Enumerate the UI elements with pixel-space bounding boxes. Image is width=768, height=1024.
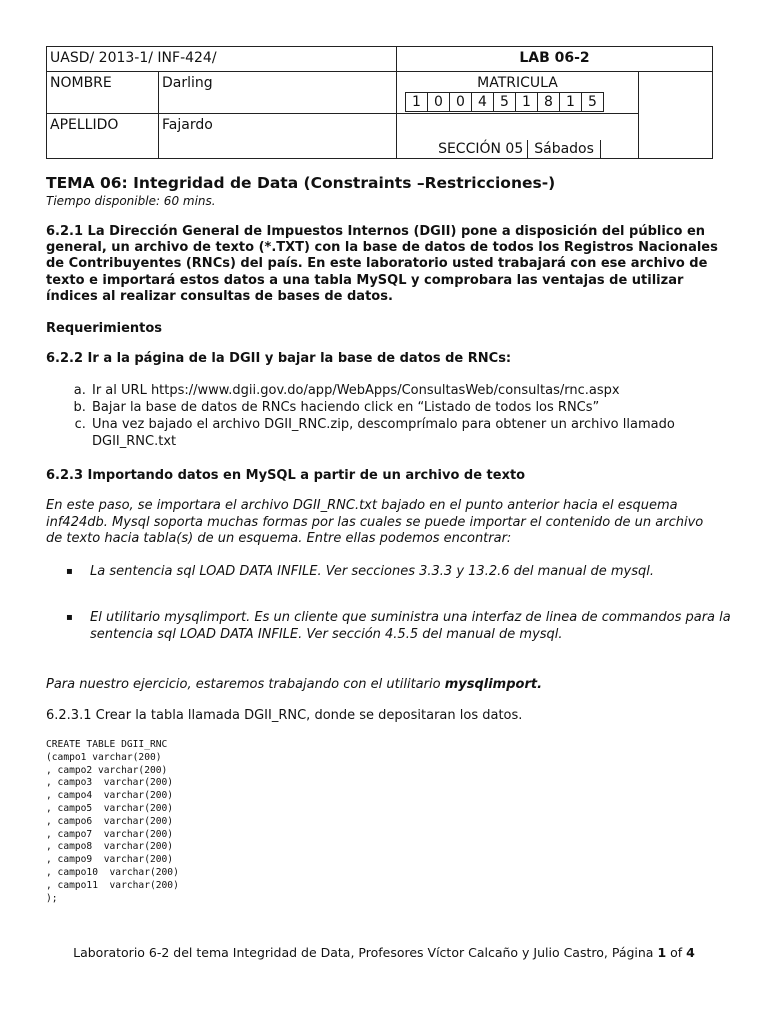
- matricula-label: MATRICULA: [477, 75, 558, 91]
- matricula-digit: 1: [560, 92, 582, 112]
- step-6231: 6.2.3.1 Crear la tabla llamada DGII_RNC, donde se depositaran los datos.: [46, 708, 523, 723]
- matricula-digit: 8: [538, 92, 560, 112]
- list-item: ▪ El utilitario mysqlimport. Es un cliente que suministra una interfaz de linea de commandos para la sentencia sql LOAD DATA INFILE. Ver sección 4.5.5 del manual de mysql.: [90, 609, 762, 643]
- matricula-digit: 5: [494, 92, 516, 112]
- list-item: ▪ La sentencia sql LOAD DATA INFILE. Ver secciones 3.3.3 y 13.2.6 del manual de mysql.: [90, 563, 762, 580]
- matricula-digit: 1: [406, 92, 428, 112]
- matricula-cell: [397, 72, 639, 114]
- lab-cell: LAB 06-2: [397, 47, 713, 72]
- footer-page: 1: [657, 945, 667, 960]
- footer-total: 4: [686, 945, 695, 960]
- matricula-digit: 0: [428, 92, 450, 112]
- page-footer: [0, 945, 768, 960]
- matricula-digits: [405, 92, 604, 112]
- requirements-heading: Requerimientos: [46, 321, 163, 336]
- list-item: c. Una vez bajado el archivo DGII_RNC.zip, descomprímalo para obtener un archivo llamado DGII_RNC.txt: [90, 416, 762, 450]
- list-item: a. Ir al URL https://www.dgii.gov.do/app/WebApps/ConsultasWeb/consultas/rnc.aspx: [90, 382, 762, 399]
- section-623-intro: En este paso, se importara el archivo DGII_RNC.txt bajado en el punto anterior hacia el esquema inf424db. Mysql soporta muchas formas por las cuales se puede importar el contenido de un archivo de texto hacia tabla(s) de un esquema. Entre ellas podemos encontrar:: [46, 498, 704, 546]
- header-table: [46, 46, 713, 159]
- exercise-note-text: Para nuestro ejercicio, estaremos trabajando con el utilitario: [46, 677, 445, 692]
- intro-paragraph: 6.2.1 La Dirección General de Impuestos Internos (DGII) pone a disposición del público en general, un archivo de texto (*.TXT) con la base de datos de todos los Registros Nacionales de Contribuyentes (RNCs) del país. En este laboratorio usted trabajará con ese archivo de texto e importará estos datos a una tabla MySQL y comprobara las ventajas de utilizar índices al realizar consultas de bases de datos.: [46, 224, 718, 304]
- dia-label: Sábados: [527, 140, 601, 158]
- bullet-list: [46, 609, 762, 643]
- section-623-heading: 6.2.3 Importando datos en MySQL a partir de un archivo de texto: [46, 468, 526, 483]
- page-title: TEMA 06: Integridad de Data (Constraints –Restricciones-): [46, 174, 556, 192]
- matricula-digit: 5: [582, 92, 604, 112]
- nombre-value: Darling: [159, 72, 397, 114]
- course-cell: UASD/ 2013-1/ INF-424/: [47, 47, 397, 72]
- section-622-heading: 6.2.2 Ir a la página de la DGII y bajar la base de datos de RNCs:: [46, 351, 512, 366]
- blank-cell: [639, 72, 713, 159]
- exercise-note: [46, 677, 718, 692]
- nombre-label: NOMBRE: [47, 72, 159, 114]
- steps-list: [46, 382, 762, 450]
- apellido-value: Fajardo: [159, 114, 397, 159]
- matricula-digit: 0: [450, 92, 472, 112]
- footer-text: Laboratorio 6-2 del tema Integridad de Data, Profesores Víctor Calcaño y Julio Castro, Página: [73, 945, 658, 960]
- footer-of: of: [666, 945, 687, 960]
- apellido-label: APELLIDO: [47, 114, 159, 159]
- matricula-digit: 4: [472, 92, 494, 112]
- matricula-digit: 1: [516, 92, 538, 112]
- exercise-tool: mysqlimport.: [444, 677, 543, 692]
- sql-code-block: CREATE TABLE DGII_RNC (campo1 varchar(200) , campo2 varchar(200) , campo3 varchar(200) , campo4 varchar(200) , campo5 varchar(200) , campo6 varchar(200) , campo7 varchar(200) , campo8 varchar(200) , campo9 varchar(200) , campo10 varchar(200) , campo11 varchar(200) );: [46, 739, 179, 904]
- seccion-label: SECCIÓN 05: [438, 141, 524, 157]
- bullet-list: [46, 563, 762, 580]
- time-available: Tiempo disponible: 60 mins.: [46, 194, 216, 208]
- list-item: b. Bajar la base de datos de RNCs haciendo click en “Listado de todos los RNCs”: [90, 399, 762, 416]
- seccion-cell: [397, 114, 639, 159]
